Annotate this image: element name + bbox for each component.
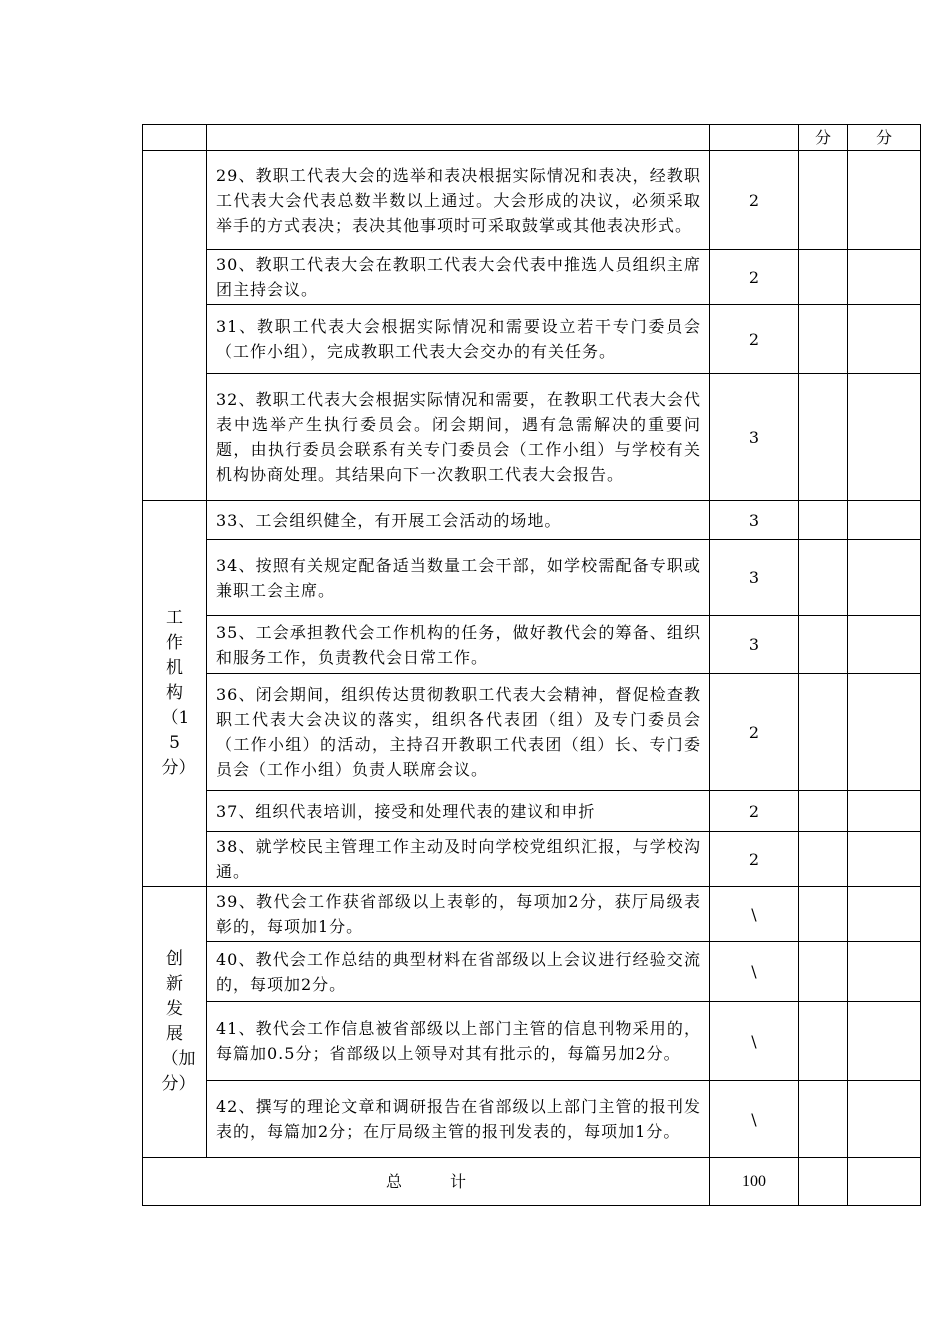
- final-score-cell[interactable]: [848, 1002, 921, 1081]
- self-score-cell[interactable]: [799, 616, 848, 674]
- self-score-cell[interactable]: [799, 1002, 848, 1081]
- item-text: 31、教职工代表大会根据实际情况和需要设立若干专门委员会（工作小组），完成教职工代表大会交办的有关任务。: [207, 305, 710, 374]
- item-score: 3: [710, 374, 799, 501]
- item-score: 3: [710, 616, 799, 674]
- self-score-cell[interactable]: [799, 305, 848, 374]
- item-text: 34、按照有关规定配备适当数量工会干部，如学校需配备专职或兼职工会主席。: [207, 540, 710, 616]
- item-score: 3: [710, 501, 799, 540]
- final-score-cell[interactable]: [848, 151, 921, 250]
- table-row: [143, 832, 921, 887]
- total-row: [143, 1158, 921, 1206]
- header-cell-self-score: 分: [799, 125, 848, 151]
- table-row: [143, 887, 921, 942]
- item-score: \: [710, 887, 799, 942]
- table-row: [143, 674, 921, 791]
- final-score-cell[interactable]: [848, 832, 921, 887]
- item-text: 32、教职工代表大会根据实际情况和需要，在教职工代表大会代表中选举产生执行委员会。闭会期间，遇有急需解决的重要问题，由执行委员会联系有关专门委员会（工作小组）与学校有关机构协商处理。其结果向下一次教职工代表大会报告。: [207, 374, 710, 501]
- item-text: 39、教代会工作获省部级以上表彰的，每项加2分，获厅局级表彰的，每项加1分。: [207, 887, 710, 942]
- self-score-cell[interactable]: [799, 887, 848, 942]
- table-row: [143, 1081, 921, 1158]
- item-text: 33、工会组织健全，有开展工会活动的场地。: [207, 501, 710, 540]
- final-score-cell[interactable]: [848, 501, 921, 540]
- self-score-cell[interactable]: [799, 151, 848, 250]
- table-row: [143, 374, 921, 501]
- total-self-score-cell[interactable]: [799, 1158, 848, 1206]
- header-cell-content: [207, 125, 710, 151]
- header-row: [143, 125, 921, 151]
- self-score-cell[interactable]: [799, 942, 848, 1002]
- category-cell: [143, 887, 207, 1158]
- category-label: 创新发展（加分）: [161, 949, 196, 1094]
- self-score-cell[interactable]: [799, 1081, 848, 1158]
- table-row: [143, 501, 921, 540]
- evaluation-table: [142, 124, 921, 1206]
- category-cell: [143, 151, 207, 501]
- table-row: [143, 250, 921, 305]
- header-cell-category: [143, 125, 207, 151]
- item-score: \: [710, 942, 799, 1002]
- header-cell-score: [710, 125, 799, 151]
- item-text: 41、教代会工作信息被省部级以上部门主管的信息刊物采用的，每篇加0.5分；省部级以上领导对其有批示的，每篇另加2分。: [207, 1002, 710, 1081]
- self-score-cell[interactable]: [799, 791, 848, 832]
- table-row: [143, 616, 921, 674]
- total-label-right: 计: [450, 1172, 467, 1191]
- final-score-cell[interactable]: [848, 1081, 921, 1158]
- table-row: [143, 791, 921, 832]
- header-cell-final-score: 分: [848, 125, 921, 151]
- self-score-cell[interactable]: [799, 501, 848, 540]
- category-cell: [143, 501, 207, 887]
- item-score: 3: [710, 540, 799, 616]
- final-score-cell[interactable]: [848, 374, 921, 501]
- table-row: [143, 1002, 921, 1081]
- table-row: [143, 151, 921, 250]
- final-score-cell[interactable]: [848, 305, 921, 374]
- total-score: 100: [710, 1158, 799, 1206]
- final-score-cell[interactable]: [848, 250, 921, 305]
- item-score: 2: [710, 305, 799, 374]
- final-score-cell[interactable]: [848, 942, 921, 1002]
- item-text: 38、就学校民主管理工作主动及时向学校党组织汇报，与学校沟通。: [207, 832, 710, 887]
- final-score-cell[interactable]: [848, 616, 921, 674]
- self-score-cell[interactable]: [799, 674, 848, 791]
- table-row: [143, 942, 921, 1002]
- self-score-cell[interactable]: [799, 250, 848, 305]
- item-text: 42、撰写的理论文章和调研报告在省部级以上部门主管的报刊发表的，每篇加2分；在厅局级主管的报刊发表的，每项加1分。: [207, 1081, 710, 1158]
- item-score: 2: [710, 832, 799, 887]
- final-score-cell[interactable]: [848, 887, 921, 942]
- self-score-cell[interactable]: [799, 540, 848, 616]
- item-text: 36、闭会期间，组织传达贯彻教职工代表大会精神，督促检查教职工代表大会决议的落实，组织各代表团（组）及专门委员会（工作小组）的活动，主持召开教职工代表团（组）长、专门委员会（工作小组）负责人联席会议。: [207, 674, 710, 791]
- self-score-cell[interactable]: [799, 374, 848, 501]
- table-row: [143, 540, 921, 616]
- item-text: 35、工会承担教代会工作机构的任务，做好教代会的筹备、组织和服务工作，负责教代会日常工作。: [207, 616, 710, 674]
- item-text: 29、教职工代表大会的选举和表决根据实际情况和表决，经教职工代表大会代表总数半数以上通过。大会形成的决议，必须采取举手的方式表决；表决其他事项时可采取鼓掌或其他表决形式。: [207, 151, 710, 250]
- self-score-cell[interactable]: [799, 832, 848, 887]
- item-score: 2: [710, 674, 799, 791]
- item-text: 37、组织代表培训，接受和处理代表的建议和申折: [207, 791, 710, 832]
- item-text: 40、教代会工作总结的典型材料在省部级以上会议进行经验交流的，每项加2分。: [207, 942, 710, 1002]
- table-row: [143, 305, 921, 374]
- item-score: 2: [710, 250, 799, 305]
- item-score: 2: [710, 151, 799, 250]
- item-score: \: [710, 1081, 799, 1158]
- final-score-cell[interactable]: [848, 540, 921, 616]
- item-score: 2: [710, 791, 799, 832]
- category-label: 工作机构（15分）: [161, 608, 196, 778]
- final-score-cell[interactable]: [848, 674, 921, 791]
- item-score: \: [710, 1002, 799, 1081]
- total-label-cell: [143, 1158, 710, 1206]
- total-label-left: 总: [385, 1172, 402, 1191]
- final-score-cell[interactable]: [848, 791, 921, 832]
- total-final-score-cell[interactable]: [848, 1158, 921, 1206]
- item-text: 30、教职工代表大会在教职工代表大会代表中推选人员组织主席团主持会议。: [207, 250, 710, 305]
